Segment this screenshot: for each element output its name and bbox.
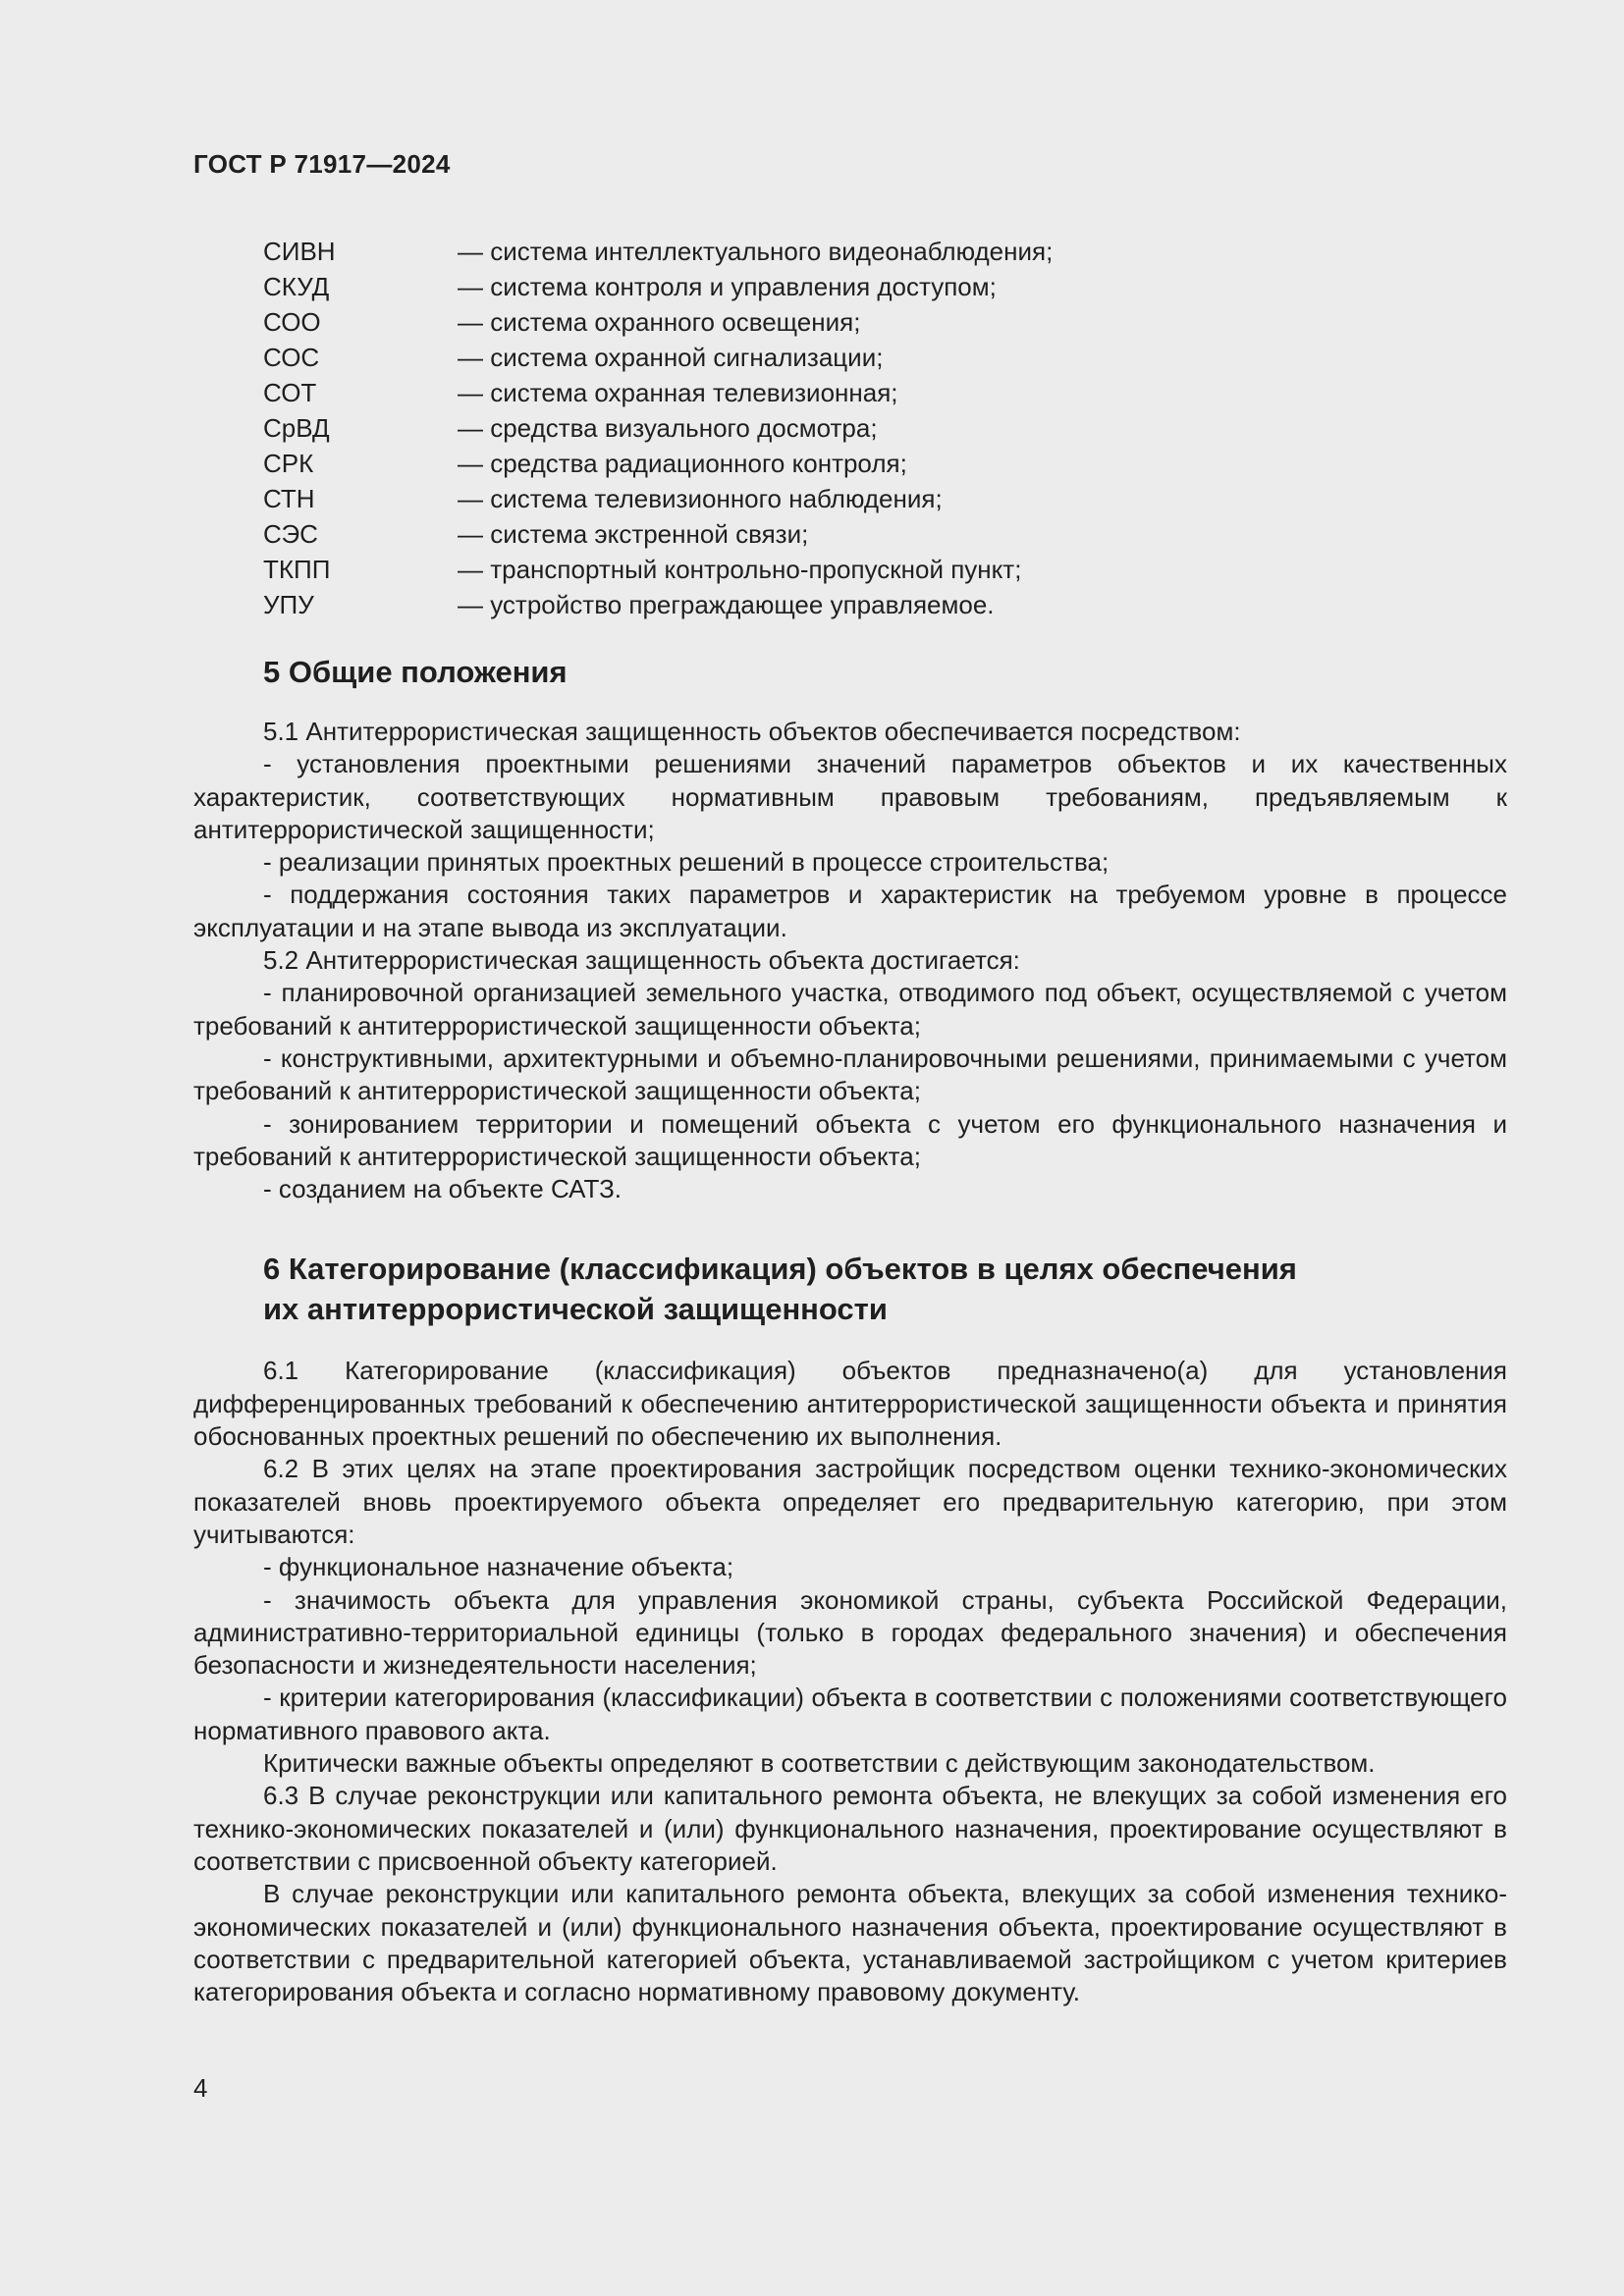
abbreviation-definition: — система охранная телевизионная; (458, 378, 898, 407)
paragraph: 5.1 Антитеррористическая защищенность объектов обеспечивается посредством: (263, 717, 1241, 746)
abbreviation-term: СрВД (263, 413, 330, 443)
paragraph: 6.1 Категорирование (классификация) объектов предназначено(а) для установления дифференцированных требований к обеспечению антитеррористической защищенности объекта и принятия обоснованных проектных решений по обеспечению их выполнения. (193, 1356, 1507, 1452)
paragraph: - критерии категорирования (классификации) объекта в соответствии с положениями соответствующего нормативного правового акта. (193, 1682, 1507, 1745)
paragraph: - зонированием территории и помещений объекта с учетом его функционального назначения и требований к антитеррористической защищенности объекта; (193, 1108, 1507, 1171)
paragraph: В случае реконструкции или капитального ремонта объекта, влекущих за собой изменения технико-экономических показателей и (или) функционального назначения объекта, проектирование осуществляют в соответствии с предварительной категорией объекта, устанавливаемой застройщиком с учетом критериев категорирования объекта и согласно нормативному правовому документу. (193, 1879, 1507, 2007)
abbreviation-term: СОС (263, 343, 320, 372)
abbreviation-definition: — средства радиационного контроля; (458, 449, 907, 478)
paragraph: 6.2 В этих целях на этапе проектирования застройщик посредством оценки технико-экономических показателей вновь проектируемого объекта определяет его предварительную категорию, при этом учитываются: (193, 1454, 1507, 1549)
abbreviation-row (263, 340, 1245, 375)
section-6-title-line2: их антитеррористической защищенности (263, 1292, 888, 1327)
paragraph: - значимость объекта для управления экономикой страны, субъекта Российской Федерации, административно-территориальной единицы (только в городах федерального значения) и обеспечения безопасности и жизнедеятельности населения; (193, 1584, 1507, 1681)
abbreviation-row (263, 516, 1245, 552)
abbreviation-definition: — система интеллектуального видеонаблюдения; (458, 237, 1054, 266)
abbreviation-row (263, 375, 1245, 410)
paragraph: 5.2 Антитеррористическая защищенность объекта достигается: (263, 945, 1020, 976)
section-5-title: 5 Общие положения (263, 655, 568, 689)
page-number: 4 (193, 2073, 208, 2103)
abbreviation-row (263, 269, 1245, 304)
abbreviation-list (263, 234, 1245, 622)
abbreviation-term: СОТ (263, 378, 317, 407)
abbreviation-term: СКУД (263, 272, 330, 301)
document-header: ГОСТ Р 71917—2024 (193, 149, 451, 179)
paragraph: - конструктивными, архитектурными и объемно-планировочными решениями, принимаемыми с учетом требований к антитеррористической защищенности объекта; (193, 1042, 1507, 1106)
paragraph: - функциональное назначение объекта; (263, 1552, 734, 1582)
paragraph: - созданием на объекте САТЗ. (263, 1174, 623, 1204)
paragraph: - планировочной организацией земельного участка, отводимого под объект, осуществляемой с учетом требований к антитеррористической защищенности объекта; (193, 978, 1507, 1041)
abbreviation-definition: — система охранного освещения; (458, 307, 861, 337)
paragraph: 6.3 В случае реконструкции или капитального ремонта объекта, не влекущих за собой изменения его технико-экономических показателей и (или) функционального назначения, проектирование осуществляют в соответствии с присвоенной объекту категорией. (193, 1781, 1507, 1876)
abbreviation-definition: — система контроля и управления доступом; (458, 272, 997, 301)
abbreviation-row (263, 481, 1245, 516)
abbreviation-definition: — средства визуального досмотра; (458, 413, 878, 443)
abbreviation-definition: — система охранной сигнализации; (458, 343, 884, 372)
abbreviation-definition: — система экстренной связи; (458, 519, 809, 549)
abbreviation-row (263, 552, 1245, 587)
abbreviation-definition: — устройство преграждающее управляемое. (458, 590, 995, 619)
section-6-body (193, 1355, 1507, 2008)
section-6-title-line1: 6 Категорирование (классификация) объектов в целях обеспечения (263, 1252, 1297, 1287)
abbreviation-term: СОО (263, 307, 321, 337)
abbreviation-row (263, 410, 1245, 446)
abbreviation-definition: — система телевизионного наблюдения; (458, 484, 943, 513)
abbreviation-row (263, 446, 1245, 481)
abbreviation-term: УПУ (263, 590, 314, 619)
abbreviation-row (263, 587, 1245, 622)
abbreviation-term: ТКПП (263, 555, 331, 584)
abbreviation-term: СИВН (263, 237, 336, 266)
abbreviation-definition: — транспортный контрольно-пропускной пункт; (458, 555, 1022, 584)
paragraph: - поддержания состояния таких параметров и характеристик на требуемом уровне в процессе эксплуатации и на этапе вывода из эксплуатации. (193, 880, 1507, 942)
abbreviation-term: СРК (263, 449, 314, 478)
paragraph: - установления проектными решениями значений параметров объектов и их качественных характеристик, соответствующих нормативным правовым требованиям, предъявляемым к антитеррористической защищенности; (193, 749, 1507, 844)
paragraph: - реализации принятых проектных решений в процессе строительства; (263, 847, 1110, 878)
abbreviation-term: СЭС (263, 519, 318, 549)
abbreviation-row (263, 304, 1245, 340)
abbreviation-row (263, 234, 1245, 269)
section-5-body (193, 716, 1507, 1205)
section-6-title (193, 1249, 1507, 1329)
paragraph: Критически важные объекты определяют в соответствии с действующим законодательством. (263, 1748, 1376, 1779)
main-content (193, 652, 1507, 2008)
abbreviation-term: СТН (263, 484, 315, 513)
